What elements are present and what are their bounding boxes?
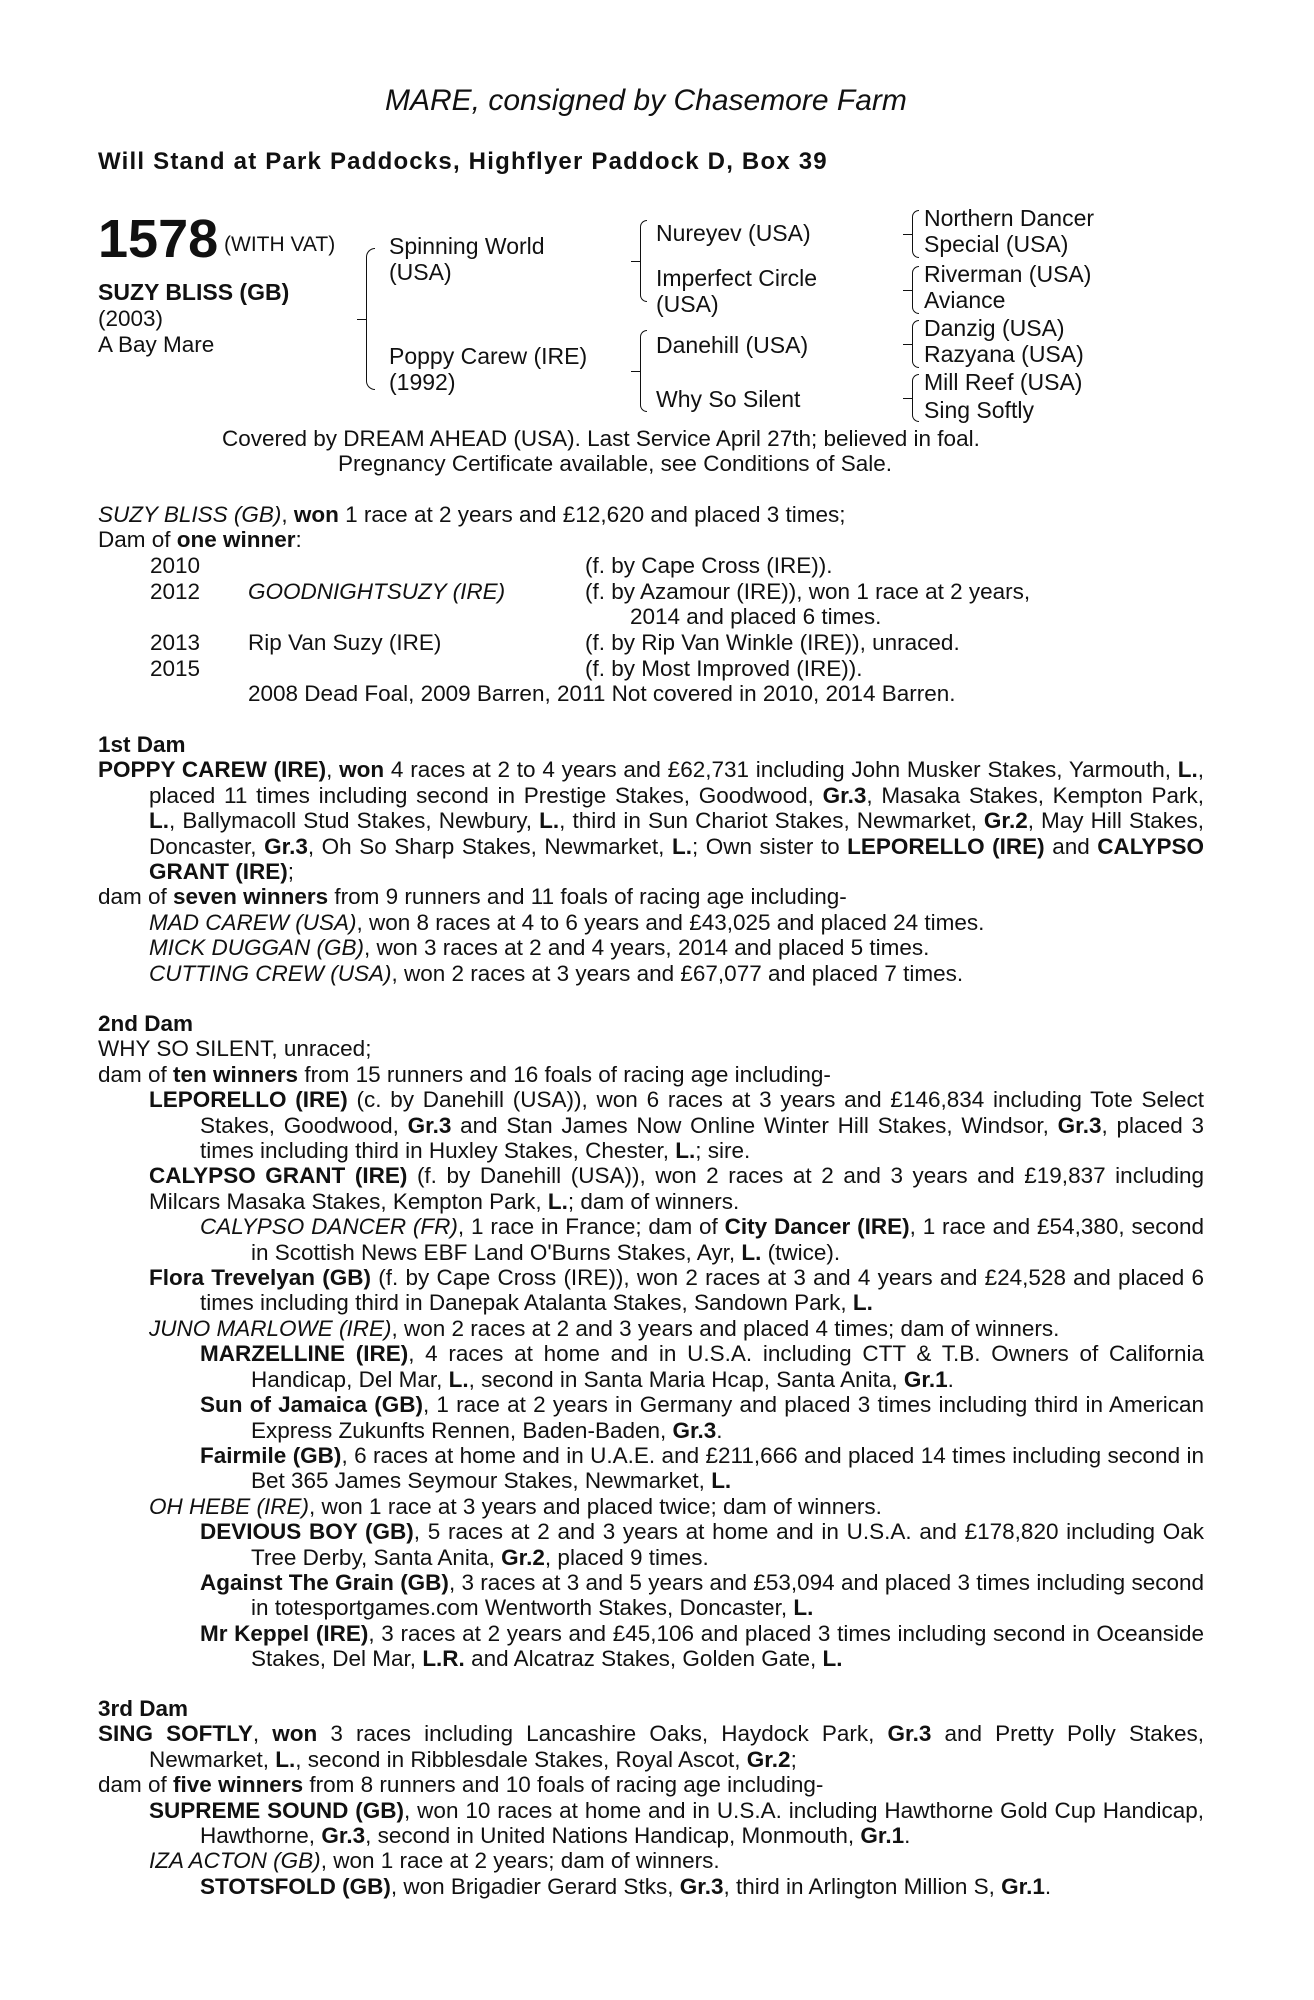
produce-year: 2010 (150, 553, 201, 578)
produce-info: (f. by Rip Van Winkle (IRE)), unraced. (585, 630, 960, 655)
produce-info-cont: 2014 and placed 6 times. (630, 604, 882, 629)
pedigree-brace-g78 (912, 374, 919, 422)
pedigree-g8: Sing Softly (924, 397, 1034, 423)
pedigree-dam-dam: Why So Silent (656, 386, 801, 412)
jamaica-entry: Sun of Jamaica (GB), 1 race at 2 years in Germany and placed 3 times including third in American Express Zukunfts Rennen, Baden-Baden, Gr.3. (200, 1392, 1205, 1443)
third-dam-section (98, 1696, 1204, 1899)
second-dam-section (98, 1011, 1204, 1672)
sep: , (281, 502, 294, 527)
iza-entry: IZA ACTON (GB), won 1 race at 2 years; dam of winners. (149, 1848, 720, 1874)
produce-info: (f. by Most Improved (IRE)). (585, 656, 863, 681)
third-dam-produce-summary: dam of five winners from 8 runners and 10 foals of racing age including- (98, 1772, 824, 1798)
pedigree-g7: Mill Reef (USA) (924, 369, 1083, 395)
produce-note: 2008 Dead Foal, 2009 Barren, 2011 Not covered in 2010, 2014 Barren. (248, 681, 956, 706)
flora-entry: Flora Trevelyan (GB) (f. by Cape Cross (IRE)), won 2 races at 3 and 4 years and £24,528 and placed 6 times including third in Danepak Atalanta Stakes, Sandown Park, L. (149, 1265, 1204, 1316)
horse-description: A Bay Mare (98, 332, 215, 357)
second-dam-heading: 2nd Dam (98, 1011, 194, 1036)
second-dam-produce-summary: dam of ten winners from 15 runners and 16 foals of racing age including- (98, 1061, 831, 1087)
pedigree-brace-g56 (912, 320, 919, 368)
pedigree-dam: Poppy Carew (IRE) (389, 343, 588, 369)
fairmile-entry: Fairmile (GB), 6 races at home and in U.A.E. and £211,666 and placed 14 times including second in Bet 365 James Seymour Stakes, Newmarket, L. (200, 1442, 1204, 1494)
pedigree-dam-year: (1992) (389, 369, 456, 395)
produce-year: 2015 (150, 656, 201, 681)
mare-name: SUZY BLISS (GB) (98, 502, 282, 527)
third-dam-record: SING SOFTLY, won 3 races including Lancashire Oaks, Haydock Park, Gr.3 and Pretty Polly Stakes, Newmarket, L., second in Ribblesdale Stakes, Royal Ascot, Gr.2; (98, 1721, 1204, 1772)
first-dam-section (98, 732, 1204, 986)
lot-number: 1578 (98, 209, 219, 269)
pedigree-g6: Razyana (USA) (924, 341, 1084, 367)
produce-year: 2012 (150, 579, 201, 604)
pedigree-sire-dam-origin: (USA) (656, 291, 719, 317)
colon: : (295, 527, 302, 553)
certificate-line: Pregnancy Certificate available, see Conditions of Sale. (338, 451, 893, 476)
consignor-heading: MARE, consigned by Chasemore Farm (385, 84, 907, 117)
leporello-entry: LEPORELLO (IRE) (c. by Danehill (USA)), won 6 races at 3 years and £146,834 including Tote Select Stakes, Goodwood, Gr.3 and Stan James Now Online Winter Hill Stakes, Windsor, Gr.3, placed 3 times including third in Huxley Stakes, Chester, L.; sire. (149, 1087, 1204, 1164)
first-dam-foal: MICK DUGGAN (GB), won 3 races at 2 and 4 years, 2014 and placed 5 times. (149, 935, 930, 961)
won-label: won (293, 502, 339, 527)
stotsfold-entry: STOTSFOLD (GB), won Brigadier Gerard Stks, Gr.3, third in Arlington Million S, Gr.1. (200, 1873, 1052, 1899)
produce-name: Rip Van Suzy (IRE) (248, 630, 442, 655)
pedigree-g3: Riverman (USA) (924, 261, 1092, 287)
pedigree-sire: Spinning World (389, 233, 545, 259)
third-dam-heading: 3rd Dam (98, 1696, 189, 1721)
winners-count: one winner (176, 527, 296, 553)
location-line: Will Stand at Park Paddocks, Highflyer Paddock D, Box 39 (98, 148, 828, 175)
pedigree-g5: Danzig (USA) (924, 315, 1065, 341)
pedigree-brace-g12 (912, 210, 919, 258)
pedigree-brace-main (366, 248, 375, 390)
mare-record: 1 race at 2 years and £12,620 and placed 3 times; (338, 502, 846, 527)
produce-record (98, 502, 1204, 553)
grain-entry: Against The Grain (GB), 3 races at 3 and 5 years and £53,094 and placed 3 times including second in totesportgames.com Wentworth Stakes, Doncaster, L. (200, 1569, 1205, 1621)
calypso-grant-entry: CALYPSO GRANT (IRE) (f. by Danehill (USA)), won 2 races at 2 and 3 years and £19,837 including Milcars Masaka Stakes, Kempton Park, L.; dam of winners. (149, 1163, 1205, 1214)
marzelline-entry: MARZELLINE (IRE), 4 races at home and in U.S.A. including CTT & T.B. Owners of California Handicap, Del Mar, L., second in Santa Maria Hcap, Santa Anita, Gr.1. (200, 1341, 1205, 1392)
pedigree-sire-sire: Nureyev (USA) (656, 220, 811, 246)
produce-year: 2013 (150, 630, 201, 655)
keppel-entry: Mr Keppel (IRE), 3 races at 2 years and £45,106 and placed 3 times including second in Oceanside Stakes, Del Mar, L.R. and Alcatraz Stakes, Golden Gate, L. (200, 1620, 1204, 1672)
produce-info: (f. by Cape Cross (IRE)). (585, 553, 833, 578)
first-dam-heading: 1st Dam (98, 732, 186, 757)
dam-of-label: Dam of (98, 527, 177, 553)
oh-hebe-entry: OH HEBE (IRE), won 1 race at 3 years and placed twice; dam of winners. (149, 1493, 882, 1519)
horse-name: SUZY BLISS (GB) (98, 279, 290, 305)
pedigree-g2: Special (USA) (924, 231, 1069, 257)
vat-label: (WITH VAT) (224, 233, 336, 256)
produce-name: GOODNIGHTSUZY (IRE) (248, 579, 506, 604)
first-dam-foal: MAD CAREW (USA), won 8 races at 4 to 6 years and £43,025 and placed 24 times. (149, 909, 985, 935)
pedigree-sire-origin: (USA) (389, 259, 452, 285)
pedigree-brace-sire (640, 220, 647, 302)
pedigree-sire-dam: Imperfect Circle (656, 265, 818, 291)
pedigree-brace-dam (640, 330, 647, 412)
second-dam-name: WHY SO SILENT, unraced; (98, 1036, 372, 1062)
pedigree-g1: Northern Dancer (924, 205, 1095, 231)
first-dam-record: POPPY CAREW (IRE), won 4 races at 2 to 4 years and £62,731 including John Musker Stakes, Yarmouth, L., placed 11 times including second in Prestige Stakes, Goodwood, Gr.3, Masaka Stakes, Kempton Park, L., Ballymacoll Stud Stakes, Newbury, L., third in Sun Chariot Stakes, Newmarket, Gr.2, May Hill Stakes, Doncaster, Gr.3, Oh So Sharp Stakes, Newmarket, L.; Own sister to LEPORELLO (IRE) and CALYPSO GRANT (IRE); (98, 757, 1204, 885)
juno-entry: JUNO MARLOWE (IRE), won 2 races at 2 and 3 years and placed 4 times; dam of winners. (149, 1315, 1060, 1341)
first-dam-foal: CUTTING CREW (USA), won 2 races at 3 years and £67,077 and placed 7 times. (149, 960, 964, 986)
devious-entry: DEVIOUS BOY (GB), 5 races at 2 and 3 years at home and in U.S.A. and £178,820 including Oak Tree Derby, Santa Anita, Gr.2, placed 9 times. (200, 1519, 1204, 1570)
pedigree-g4: Aviance (924, 287, 1006, 313)
first-dam-produce-summary: dam of seven winners from 9 runners and 11 foals of racing age including- (98, 884, 847, 910)
supreme-entry: SUPREME SOUND (GB), won 10 races at home and in U.S.A. including Hawthorne Gold Cup Handicap, Hawthorne, Gr.3, second in United Nations Handicap, Monmouth, Gr.1. (149, 1797, 1205, 1849)
horse-year: (2003) (98, 306, 164, 331)
pedigree-brace-g34 (912, 266, 919, 314)
produce-info: (f. by Azamour (IRE)), won 1 race at 2 years, (585, 579, 1031, 604)
pedigree-dam-sire: Danehill (USA) (656, 332, 809, 358)
calypso-dancer-entry: CALYPSO DANCER (FR), 1 race in France; dam of City Dancer (IRE), 1 race and £54,380, second in Scottish News EBF Land O'Burns Stakes, Ayr, L. (twice). (200, 1214, 1205, 1265)
covered-line: Covered by DREAM AHEAD (USA). Last Service April 27th; believed in foal. (222, 426, 980, 451)
